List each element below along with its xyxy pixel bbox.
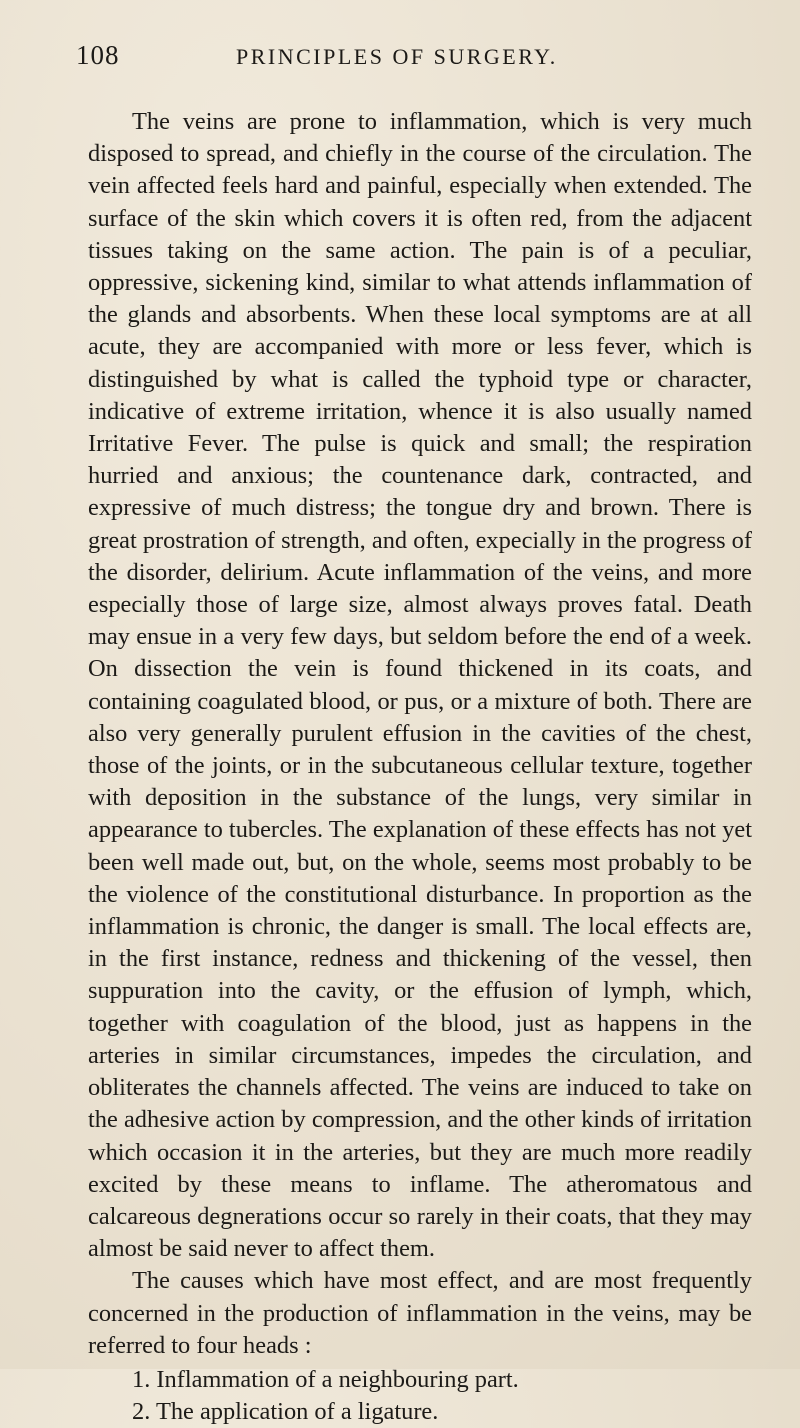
running-head xyxy=(76,40,752,84)
paragraph-causes: The causes which have most effect, and are most frequently concerned in the production of inflammation in the veins, may be referred to four heads : xyxy=(88,1267,752,1359)
paragraph-veins-inflammation: The veins are prone to inflammation, which is very much disposed to spread, and chiefly in the course of the circulation. The vein affected feels hard and painful, especially when extended. The surface of the skin which covers it is often red, from the adjacent tissues taking on the same action. The pain is of a peculiar, oppressive, sickening kind, similar to what attends inflammation of the glands and absorbents. When these local symptoms are at all acute, they are accompanied with more or less fever, which is distinguished by what is called the typhoid type or character, indicative of extreme irritation, whence it is also usually named Irritative Fever. The pulse is quick and small; the respiration hurried and anxious; the countenance dark, contracted, and expressive of much distress; the tongue dry and brown. There is great prostration of strength, and often, expecially in the progress of the disorder, delirium. Acute inflammation of the veins, and more especially those of large size, almost always proves fatal. Death may ensue in a very few days, but seldom before the end of a week. On dissection the vein is found thickened in its coats, and containing coagulated blood, or pus, or a mixture of both. There are also very generally purulent effusion in the cavities of the chest, those of the joints, or in the subcutaneous cellular texture, together with deposition in the substance of the lungs, very similar in appearance to tubercles. The explanation of these effects has not yet been well made out, but, on the whole, seems most probably to be the violence of the constitutional disturbance. In proportion as the inflammation is chronic, the danger is small. The local effects are, in the first instance, redness and thickening of the vessel, then suppuration into the cavity, or the effusion of lymph, which, together with coagulation of the blood, just as happens in the arteries in similar circumstances, impedes the circulation, and obliterates the channels affected. The veins are induced to take on the adhesive action by compression, and the other kinds of irritation which occasion it in the arteries, but they are much more readily excited by these means to inflame. The atheromatous and calcareous degnerations occur so rarely in their coats, that they may almost be said never to affect them. xyxy=(88,108,752,1263)
causes-list xyxy=(88,1364,752,1428)
list-item: 2. The application of a ligature. xyxy=(132,1398,439,1426)
running-title: PRINCIPLES OF SURGERY. xyxy=(236,44,558,69)
body-text xyxy=(88,106,752,1362)
page-number: 108 xyxy=(76,40,120,70)
list-item: 1. Inflammation of a neighbouring part. xyxy=(132,1365,519,1393)
